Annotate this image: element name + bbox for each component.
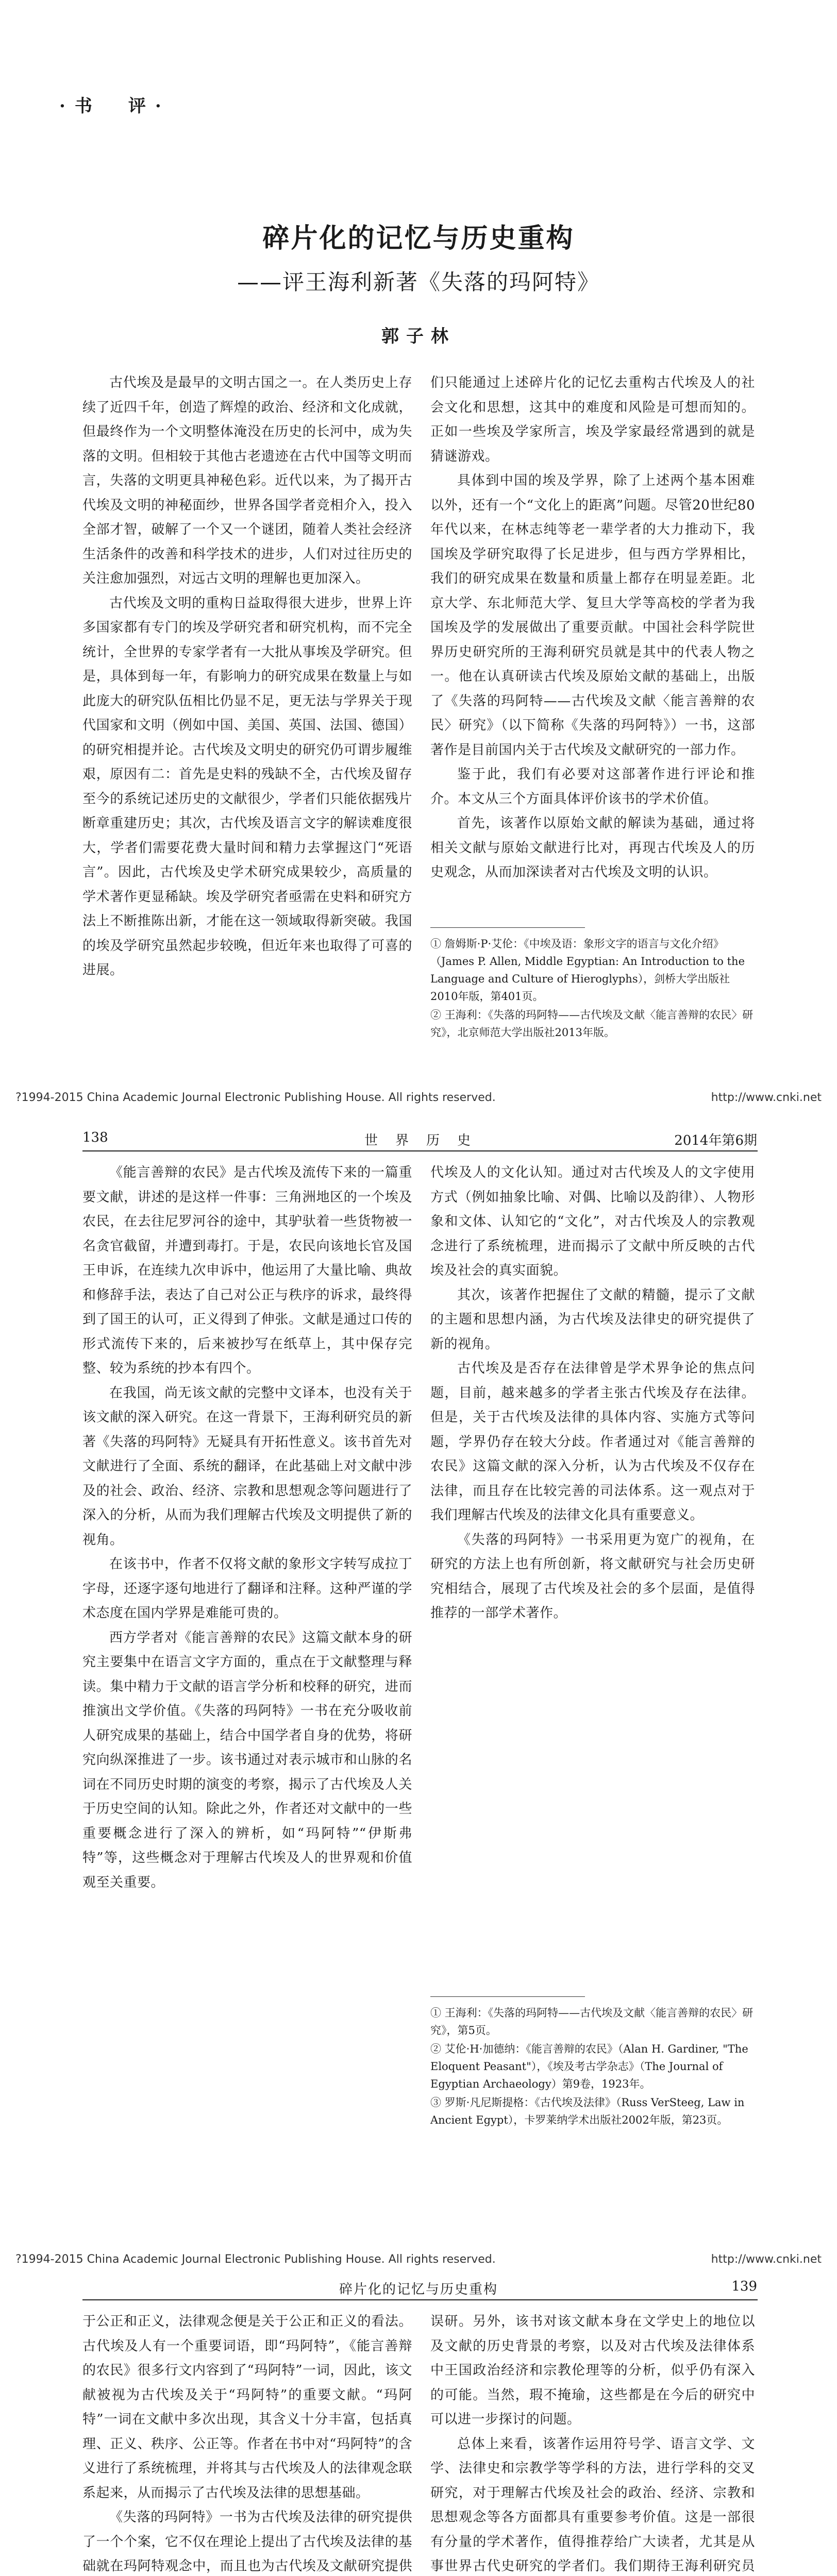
paragraph: 古代埃及是最早的文明古国之一。在人类历史上存续了近四千年，创造了辉煌的政治、经济和文化成就，但最终作为一个文明整体淹没在历史的长河中，成为失落的文明。但相较于其他古老遗迹在古代中国等文明而言，失落的文明更具神秘色彩。近代以来，为了揭开古代埃及文明的神秘面纱，世界各国学者竞相介入，投入全部才智，破解了一个又一个谜团，随着人类社会经济生活条件的改善和科学技术的进步，人们对过往历史的关注愈加强烈，对远古文明的理解也更加深入。 (82, 375, 412, 586)
footnote: ② 王海利：《失落的玛阿特——古代埃及文献〈能言善辩的农民〉研究》，北京师范大学出版社2013年版。 (430, 1009, 754, 1039)
article-title: 碎片化的记忆与历史重构 (262, 223, 575, 254)
footnote: ① 王海利：《失落的玛阿特——古代埃及文献〈能言善辩的农民〉研究》，第5页。 (430, 2007, 754, 2037)
footnotes (430, 2004, 755, 2130)
paragraph: 于公正和正义，法律观念便是关于公正和正义的看法。古代埃及人有一个重要词语，即“玛阿特”，《能言善辩的农民》很多行文内容到了“玛阿特”一词，因此，该文献被视为古代埃及关于“玛阿特”的重要文献。“玛阿特”一词在文献中多次出现，其含义十分丰富，包括真理、正义、秩序、公正等。作者在书中对“玛阿特”的含义进行了系统梳理，并将其与古代埃及人的法律观念联系起来，从而揭示了古代埃及法律的思想基础。 (82, 2314, 412, 2501)
body-column-right (430, 371, 755, 885)
footnote: ② 艾伦·H·加德纳：《能言善辩的农民》（Alan H. Gardiner, "The Eloquent Peasant"），《埃及考古学杂志》（The Journal of Egyptian Archaeology）第9卷，1923年。 (430, 2043, 748, 2090)
paragraph: 总体上来看，该著作运用符号学、语言文学、文学、法律史和宗教学等学科的方法，进行学科的交叉研究，对于理解古代埃及社会的政治、经济、宗教和思想观念等各方面都具有重要参考价值。这是一部很有分量的学术著作，值得推荐给广大读者，尤其是从事世界古代史研究的学者们。我们期待王海利研究员 (430, 2436, 755, 2574)
watermark-url: http://www.cnki.net (711, 2252, 822, 2266)
watermark-copyright: ?1994-2015 China Academic Journal Electronic Publishing House. All rights reserved. (15, 1091, 496, 1104)
header-rule (82, 1150, 758, 1151)
body-column-left (82, 2310, 412, 2576)
footnote-rule (430, 927, 585, 928)
paragraph: 具体到中国的埃及学界，除了上述两个基本困难以外，还有一个“文化上的距离”问题。尽管20世纪80年代以来，在林志纯等老一辈学者的大力推动下，我国埃及学研究取得了长足进步，但与西方学界相比，我们的研究成果在数量和质量上都存在明显差距。北京大学、东北师范大学、复旦大学等高校的学者为我国埃及学的发展做出了重要贡献。中国社会科学院世界历史研究所的王海利研究员就是其中的代表人物之一。他在认真研读古代埃及原始文献的基础上，出版了《失落的玛阿特——古代埃及文献〈能言善辩的农民〉研究》（以下简称《失落的玛阿特》）一书，这部著作是目前国内关于古代埃及文献研究的一部力作。 (430, 473, 755, 758)
paragraph: 西方学者对《能言善辩的农民》这篇文献本身的研究主要集中在语言文字方面的，重点在于文献整理与释读。集中精力于文献的语言学分析和校释的研究，进而推演出文学价值。《失落的玛阿特》一书在充分吸收前人研究成果的基础上，结合中国学者自身的优势，将研究向纵深推进了一步。该书通过对表示城市和山脉的名词在不同历史时期的演变的考察，揭示了古代埃及人关于历史空间的认知。除此之外，作者还对文献中的一些重要概念进行了深入的辨析，如“玛阿特”“伊斯弗特”等，这些概念对于理解古代埃及人的世界观和价值观至关重要。 (82, 1630, 412, 1890)
article-subtitle: ——评王海利新著《失落的玛阿特》 (237, 269, 600, 295)
footnotes (430, 935, 755, 1042)
paragraph: 误研。另外，该书对该文献本身在文学史上的地位以及文献的历史背景的考察，以及对古代埃及法律体系中王国政治经济和宗教伦理等的分析，似乎仍有深入的可能。当然，瑕不掩瑜，这些都是在今后的研究中可以进一步探讨的问题。 (430, 2314, 755, 2427)
article-author: 郭子林 (381, 326, 456, 347)
watermark (0, 2249, 837, 2269)
paragraph: 《失落的玛阿特》一书采用更为宽广的视角，在研究的方法上也有所创新，将文献研究与社会历史研究相结合，展现了古代埃及社会的多个层面，是值得推荐的一部学术著作。 (430, 1532, 755, 1621)
article-page-1 (0, 0, 837, 1072)
footnote-rule (430, 1996, 585, 1997)
paragraph: 古代埃及是否存在法律曾是学术界争论的焦点问题，目前，越来越多的学者主张古代埃及存在法律。但是，关于古代埃及法律的具体内容、实施方式等问题，学界仍存在较大分歧。作者通过对《能言善辩的农民》这篇文献的深入分析，认为古代埃及不仅存在法律，而且存在比较完善的司法体系。这一观点对于我们理解古代埃及的法律文化具有重要意义。 (430, 1361, 755, 1523)
body-column-left (82, 1161, 412, 1895)
page-number: 138 (82, 1130, 108, 1145)
body-column-left (82, 371, 412, 983)
watermark-copyright: ?1994-2015 China Academic Journal Electronic Publishing House. All rights reserved. (15, 2252, 496, 2266)
body-column-right (430, 1161, 755, 1626)
paragraph: 《失落的玛阿特》一书为古代埃及法律的研究提供了一个个案，它不仅在理论上提出了古代埃及法律的基础就在玛阿特观念中，而且也为古代埃及文献研究提供 (82, 2510, 412, 2574)
paragraph: 《能言善辩的农民》是古代埃及流传下来的一篇重要文献，讲述的是这样一件事：三角洲地区的一个埃及农民，在去往尼罗河谷的途中，其驴驮着一些货物被一名贪官截留，并遭到毒打。于是，农民向该地长官及国王申诉，在连续九次申诉中，他运用了大量比喻、典故和修辞手法，表达了自己对公正与秩序的诉求，最终得到了国王的认可，正义得到了伸张。文献是通过口传的形式流传下来的，后来被抄写在纸草上，其中保存完整、较为系统的抄本有四个。 (82, 1165, 412, 1376)
journal-name: 世 界 历 史 (364, 1133, 473, 1148)
issue: 2014年第6期 (674, 1133, 757, 1148)
paragraph: 首先，该著作以原始文献的解读为基础，通过将相关文献与原始文献进行比对，再现古代埃及人的历史观念，从而加深读者对古代埃及文明的认识。 (430, 816, 755, 880)
running-head: 碎片化的记忆与历史重构 (339, 2282, 498, 2297)
section-label: ·书 评· (59, 96, 171, 116)
article-page-3 (0, 2269, 837, 2576)
watermark-url: http://www.cnki.net (711, 1091, 822, 1104)
page-number: 139 (731, 2279, 757, 2294)
header-rule (82, 2299, 758, 2300)
paragraph: 们只能通过上述碎片化的记忆去重构古代埃及人的社会文化和思想，这其中的难度和风险是可想而知的。正如一些埃及学家所言，埃及学家最经常遇到的就是猜谜游戏。 (430, 375, 755, 464)
footnote: ① 詹姆斯·P·艾伦：《中埃及语：象形文字的语言与文化介绍》（James P. Allen, Middle Egyptian: An Introduction to the Language and Culture of Hieroglyphs），剑桥大学出版社2010年版，第401页。 (430, 938, 745, 1003)
paragraph: 其次，该著作把握住了文献的精髓，提示了文献的主题和思想内涵，为古代埃及法律史的研究提供了新的视角。 (430, 1287, 755, 1352)
paragraph: 古代埃及文明的重构日益取得很大进步，世界上许多国家都有专门的埃及学研究者和研究机构，而不完全统计，全世界的专家学者有一大批从事埃及学研究。但是，具体到每一年，有影响力的研究成果在数量上与如此庞大的研究队伍相比仍显不足，更无法与学界关于现代国家和文明（例如中国、美国、英国、法国、德国）的研究相提并论。古代埃及文明史的研究仍可谓步履维艰，原因有二：首先是史料的残缺不全，古代埃及留存至今的系统记述历史的文献很少，学者们只能依据残片断章重建历史；其次，古代埃及语言文字的解读难度很大，学者们需要花费大量时间和精力去掌握这门“死语言”。因此，古代埃及史学术研究成果较少，高质量的学术著作更显稀缺。埃及学研究者亟需在史料和研究方法上不断推陈出新，才能在这一领域取得新突破。我国的埃及学研究虽然起步较晚，但近年来也取得了可喜的进展。 (82, 595, 412, 978)
paragraph: 鉴于此，我们有必要对这部著作进行评论和推介。本文从三个方面具体评价该书的学术价值。 (430, 767, 755, 807)
paragraph: 代埃及人的文化认知。通过对古代埃及人的文字使用方式（例如抽象比喻、对偶、比喻以及韵律）、人物形象和文体、认知它的“文化”，对古代埃及人的宗教观念进行了系统梳理，进而揭示了文献中所反映的古代埃及社会的真实面貌。 (430, 1165, 755, 1278)
watermark (0, 1087, 837, 1108)
paragraph: 在该书中，作者不仅将文献的象形文字转写成拉丁字母，还逐字逐句地进行了翻译和注释。这种严谨的学术态度在国内学界是难能可贵的。 (82, 1556, 412, 1621)
body-column-right (430, 2310, 755, 2576)
footnote: ③ 罗斯·凡尼斯提格：《古代埃及法律》（Russ VerSteeg, Law in Ancient Egypt），卡罗莱纳学术出版社2002年版，第23页。 (430, 2096, 745, 2126)
article-page-2 (0, 1121, 837, 2243)
paragraph: 在我国，尚无该文献的完整中文译本，也没有关于该文献的深入研究。在这一背景下，王海利研究员的新著《失落的玛阿特》无疑具有开拓性意义。该书首先对文献进行了全面、系统的翻译，在此基础上对文献中涉及的社会、政治、经济、宗教和思想观念等问题进行了深入的分析，从而为我们理解古代埃及文明提供了新的视角。 (82, 1385, 412, 1548)
